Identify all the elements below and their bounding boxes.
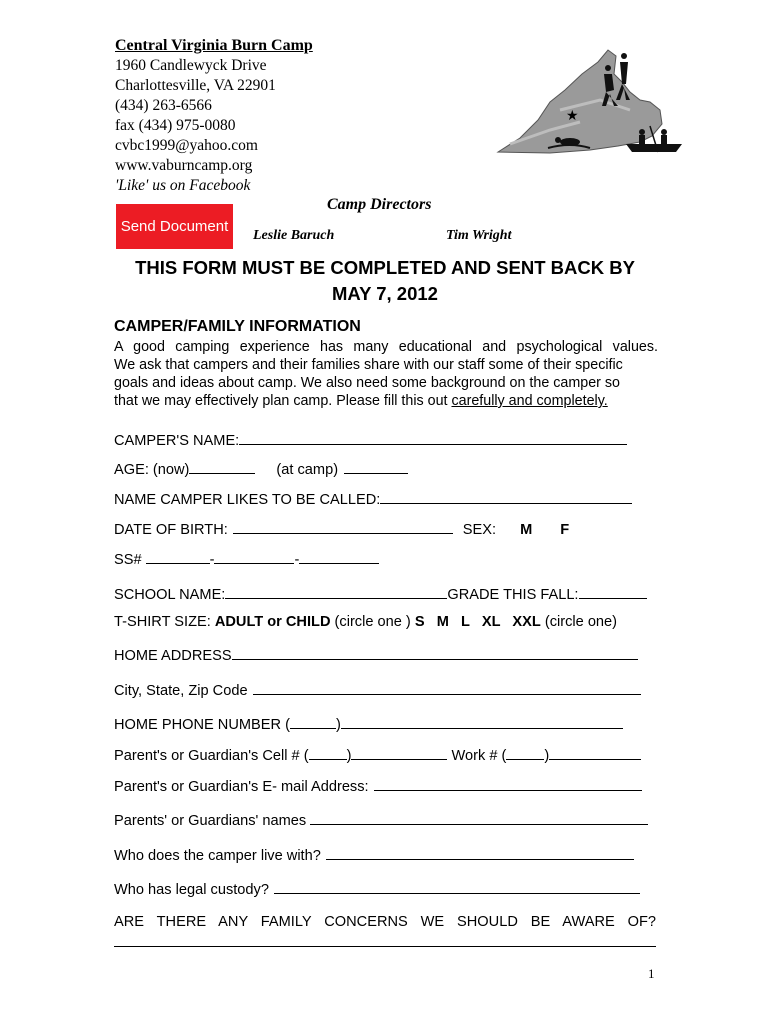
home-address-row [114,645,638,664]
send-document-button[interactable]: Send Document [116,204,233,249]
ss-row [114,549,379,568]
ss-field-part3[interactable] [299,549,379,564]
age-now-field[interactable] [189,459,255,474]
work-area-code-field[interactable] [506,745,544,760]
home-phone-row [114,714,623,733]
parents-names-label: Parents' or Guardians' names [114,813,307,829]
age-now-label: AGE: (now) [114,462,190,478]
home-phone-area-code-field[interactable] [290,714,336,729]
ss-dash-2: - [294,552,300,568]
sex-option-m[interactable]: M [520,522,533,538]
custody-field[interactable] [274,879,640,894]
campers-name-row [114,430,627,449]
intro-line-2: We ask that campers and their families share with our staff some of their specific [114,357,623,373]
website-line: www.vaburncamp.org [115,157,253,174]
intro-line-4 [114,393,608,409]
home-address-field[interactable] [232,645,638,660]
concerns-label: ARE THERE ANY FAMILY CONCERNS WE SHOULD BE AWARE OF? [114,914,656,930]
cell-paren-close: ) [346,748,352,764]
ss-label: SS# [114,552,142,568]
address-line-1: 1960 Candlewyck Drive [115,57,267,74]
email-line: cvbc1999@yahoo.com [115,137,258,154]
cell-area-code-field[interactable] [309,745,347,760]
intro-line-4-text: that we may effectively plan camp. Please fill this out [114,393,452,409]
campers-name-field[interactable] [239,430,627,445]
address-line-2: Charlottesville, VA 22901 [115,77,276,94]
org-name: Central Virginia Burn Camp [115,37,313,54]
work-paren-close: ) [544,748,550,764]
ss-field-part2[interactable] [214,549,294,564]
ss-field-part1[interactable] [146,549,210,564]
tshirt-type-options[interactable]: ADULT or CHILD [214,614,331,630]
parents-names-field[interactable] [310,810,648,825]
home-phone-number-field[interactable] [341,714,623,729]
campers-name-label: CAMPER'S NAME: [114,433,240,449]
nickname-row [114,489,632,508]
email-label: Parent's or Guardian's E- mail Address: [114,779,369,795]
tshirt-label: T-SHIRT SIZE: [114,614,215,630]
dob-label: DATE OF BIRTH: [114,522,228,538]
intro-line-1: A good camping experience has many educational and psychological values. [114,339,658,355]
lives-with-field[interactable] [326,845,634,860]
virginia-state-shape [498,50,662,153]
concerns-field[interactable] [114,946,656,947]
phone-line: (434) 263-6566 [115,97,212,114]
email-field[interactable] [374,776,642,791]
school-row [114,584,647,603]
age-camp-label: (at camp) [276,462,339,478]
work-label: Work # ( [447,748,507,764]
tshirt-circle-note-2: (circle one) [540,614,618,630]
sex-option-f[interactable]: F [560,522,570,538]
home-address-label: HOME ADDRESS [114,648,232,664]
lives-with-label: Who does the camper live with? [114,848,321,864]
deadline-notice-line-1: THIS FORM MUST BE COMPLETED AND SENT BACK BY [135,257,635,278]
school-label: SCHOOL NAME: [114,587,226,603]
city-state-zip-row [114,680,641,699]
fax-line: fax (434) 975-0080 [115,117,236,134]
dob-row [114,519,569,538]
home-phone-label: HOME PHONE NUMBER ( [114,717,290,733]
city-state-zip-field[interactable] [253,680,641,695]
directors-heading: Camp Directors [327,196,432,213]
work-number-field[interactable] [549,745,641,760]
age-camp-field[interactable] [344,459,408,474]
tshirt-size-options[interactable]: S M L XL XXL [414,614,541,630]
intro-emphasis: carefully and completely. [451,393,608,409]
sex-label: SEX: [462,522,497,538]
grade-field[interactable] [579,584,647,599]
lives-with-row [114,845,634,864]
email-row [114,776,642,795]
home-phone-paren-close: ) [335,717,341,733]
facebook-line: 'Like' us on Facebook [115,177,251,194]
page-number: 1 [648,966,655,981]
virginia-map-illustration [490,40,690,160]
capital-star-icon: ★ [566,108,579,124]
nickname-label: NAME CAMPER LIKES TO BE CALLED: [114,492,381,508]
tshirt-circle-note-1: (circle one ) [330,614,415,630]
city-state-zip-label: City, State, Zip Code [114,683,248,699]
director-name-1: Leslie Baruch [253,228,335,243]
dob-field[interactable] [233,519,453,534]
age-row [114,459,408,478]
tshirt-row [114,614,617,630]
grade-label: GRADE THIS FALL: [447,587,579,603]
section-heading: CAMPER/FAMILY INFORMATION [114,318,361,335]
parents-names-row [114,810,648,829]
director-name-2: Tim Wright [446,228,512,243]
intro-line-3: goals and ideas about camp. We also need some background on the camper so [114,375,621,391]
custody-label: Who has legal custody? [114,882,269,898]
deadline-notice-line-2: MAY 7, 2012 [332,283,438,304]
custody-row [114,879,640,898]
nickname-field[interactable] [380,489,632,504]
ss-dash-1: - [209,552,215,568]
school-field[interactable] [225,584,447,599]
cell-work-row [114,745,641,764]
cell-label: Parent's or Guardian's Cell # ( [114,748,309,764]
cell-number-field[interactable] [351,745,447,760]
